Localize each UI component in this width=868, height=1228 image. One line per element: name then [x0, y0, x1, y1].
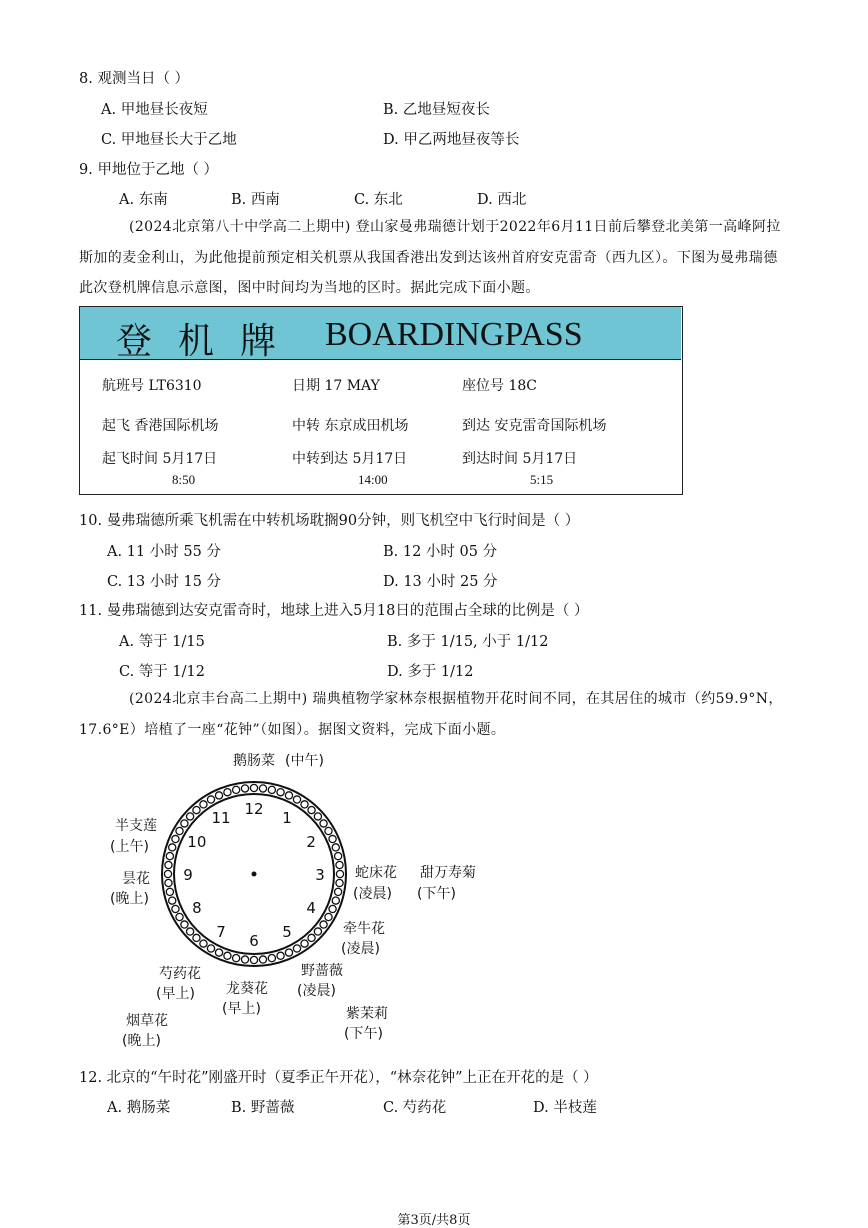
flower-label-name: 芍药花: [159, 966, 201, 982]
flower-label-name: 鹅肠菜: [233, 753, 275, 769]
depart-time-label: 起飞时间 5月17日: [102, 451, 218, 467]
clock-bead: [329, 835, 336, 842]
clock-bead: [320, 820, 327, 827]
q11-option-c: C. 等于 1/12: [119, 664, 205, 680]
clock-bead: [325, 913, 332, 920]
clock-bead: [215, 792, 222, 799]
clock-bead: [224, 789, 231, 796]
q9-option-b: B. 西南: [231, 192, 280, 208]
q9-option-a: A. 东南: [119, 192, 168, 208]
clock-bead: [166, 888, 173, 895]
clock-bead: [164, 870, 171, 877]
q9-option-d: D. 西北: [477, 192, 527, 208]
clock-bead: [250, 784, 257, 791]
clock-bead: [314, 928, 321, 935]
q9-stem: 9. 甲地位于乙地（ ）: [79, 162, 219, 178]
q12-stem: 12. 北京的“午时花”刚盛开时（夏季正午开花），“林奈花钟”上正在开花的是（ ）: [79, 1070, 598, 1086]
clock-bead: [215, 949, 222, 956]
depart-time: 8:50: [172, 472, 196, 487]
flower-label-time: (下午): [417, 886, 456, 902]
boarding-pass-title-en: BOARDINGPASS: [325, 316, 583, 353]
boarding-pass-header: [80, 307, 681, 360]
clock-number: 5: [282, 923, 292, 942]
clock-bead: [336, 879, 343, 886]
q10-option-d: D. 13 小时 25 分: [383, 574, 498, 590]
clock-bead: [277, 789, 284, 796]
clock-bead: [259, 956, 266, 963]
flight-number: 航班号 LT6310: [102, 378, 202, 394]
q9-option-c: C. 东北: [354, 192, 403, 208]
clock-bead: [241, 956, 248, 963]
clock-bead: [250, 956, 257, 963]
clock-number: 3: [315, 866, 325, 884]
flower-clock-figure: [100, 745, 500, 1055]
flower-label-name: 牵牛花: [343, 921, 385, 937]
clock-bead: [181, 820, 188, 827]
clock-bead: [172, 905, 179, 912]
clock-bead: [169, 844, 176, 851]
clock-bead: [207, 796, 214, 803]
flower-label-name: 蛇床花: [355, 865, 397, 881]
q10-option-c: C. 13 小时 15 分: [107, 574, 222, 590]
clock-bead: [193, 806, 200, 813]
arrive-time-label: 到达时间 5月17日: [462, 451, 578, 467]
clock-bead: [207, 945, 214, 952]
clock-center-dot: [252, 872, 257, 877]
q8-option-b: B. 乙地昼短夜长: [383, 102, 490, 118]
boarding-pass-title-cn: 登机牌: [116, 321, 303, 362]
flower-label-time: (晚上): [122, 1033, 161, 1049]
clock-bead: [200, 801, 207, 808]
q12-option-a: A. 鹅肠菜: [107, 1100, 171, 1116]
transfer-time: 14:00: [358, 472, 388, 487]
clock-number: 1: [282, 808, 292, 827]
clock-bead: [165, 879, 172, 886]
q10-option-a: A. 11 小时 55 分: [107, 544, 221, 560]
clock-bead: [335, 888, 342, 895]
passage-boarding: (2024北京第八十中学高二上期中) 登山家曼弗瑞德计划于2022年6月11日前后攀登北美第一高峰阿拉斯加的麦金利山，为此他提前预定相关机票从我国香港出发到达该州首府安克雷奇（西九区）。下图为曼弗瑞德此次登机牌信息示意图，图中时间均为当地的区时。据此完成下面小题。: [79, 219, 781, 296]
q11-option-b: B. 多于 1/15, 小于 1/12: [387, 634, 549, 650]
depart-airport: 起飞 香港国际机场: [102, 418, 219, 434]
clock-bead: [181, 921, 188, 928]
arrive-airport: 到达 安克雷奇国际机场: [462, 418, 607, 434]
clock-bead: [332, 897, 339, 904]
q12-option-b: B. 野蔷薇: [231, 1100, 295, 1116]
clock-bead: [285, 949, 292, 956]
clock-bead: [166, 853, 173, 860]
clock-bead: [293, 796, 300, 803]
clock-number: 9: [183, 866, 193, 884]
clock-number: 7: [216, 923, 226, 942]
clock-bead: [172, 835, 179, 842]
q11-option-a: A. 等于 1/15: [119, 634, 205, 650]
clock-bead: [224, 952, 231, 959]
flower-label-name: 甜万寿菊: [420, 865, 476, 881]
page-footer: 第3页/共8页: [397, 1213, 471, 1228]
clock-number: 8: [192, 899, 202, 917]
clock-bead: [176, 913, 183, 920]
flower-label-name: 野蔷薇: [301, 963, 343, 979]
arrive-time: 5:15: [530, 472, 554, 487]
flower-label-time: (凌晨): [341, 941, 380, 957]
clock-bead: [169, 897, 176, 904]
clock-bead: [176, 827, 183, 834]
q8-option-d: D. 甲乙两地昼夜等长: [383, 132, 520, 148]
flower-label-time: (早上): [156, 986, 195, 1002]
clock-bead: [193, 934, 200, 941]
clock-bead: [233, 955, 240, 962]
passage-flower-clock: (2024北京丰台高二上期中) 瑞典植物学家林奈根据植物开花时间不同，在其居住的城市（约59.9°N，17.6°E）培植了一座“花钟”（如图）。据图文资料，完成下面小题。: [79, 691, 783, 738]
flower-label-time: (晚上): [110, 891, 149, 907]
clock-bead: [241, 785, 248, 792]
q8-option-c: C. 甲地昼长大于乙地: [101, 132, 237, 148]
clock-bead: [332, 844, 339, 851]
flower-label-name: 昙花: [122, 871, 150, 887]
clock-bead: [186, 813, 193, 820]
clock-bead: [277, 952, 284, 959]
clock-number: 10: [187, 833, 207, 851]
boarding-pass-figure: [79, 306, 683, 495]
clock-bead: [308, 934, 315, 941]
clock-number: 2: [306, 833, 316, 851]
q8-stem: 8. 观测当日（ ）: [79, 71, 190, 87]
clock-bead: [200, 940, 207, 947]
clock-bead: [293, 945, 300, 952]
clock-bead: [308, 806, 315, 813]
q12-option-c: C. 芍药花: [383, 1100, 447, 1116]
clock-bead: [285, 792, 292, 799]
clock-bead: [186, 928, 193, 935]
seat-number: 座位号 18C: [462, 378, 537, 394]
q11-stem: 11. 曼弗瑞德到达安克雷奇时，地球上进入5月18日的范围占全球的比例是（ ）: [79, 603, 589, 619]
clock-bead: [268, 955, 275, 962]
flower-label-name: 半支莲: [115, 818, 157, 834]
flower-label-name: 烟草花: [126, 1013, 168, 1029]
clock-bead: [233, 786, 240, 793]
clock-bead: [301, 801, 308, 808]
clock-bead: [329, 905, 336, 912]
clock-bead: [165, 861, 172, 868]
q10-option-b: B. 12 小时 05 分: [383, 544, 498, 560]
q12-option-d: D. 半枝莲: [533, 1100, 597, 1116]
clock-bead: [268, 786, 275, 793]
clock-bead: [336, 861, 343, 868]
clock-bead: [320, 921, 327, 928]
q8-option-a: A. 甲地昼长夜短: [101, 102, 208, 118]
transfer-time-label: 中转到达 5月17日: [292, 451, 408, 467]
clock-bead: [336, 870, 343, 877]
flower-label-time: (中午): [285, 753, 324, 769]
flower-label-time: (早上): [222, 1001, 261, 1017]
clock-bead: [301, 940, 308, 947]
flower-label-time: (下午): [344, 1026, 383, 1042]
flower-label-time: (凌晨): [353, 886, 392, 902]
flower-label-time: (上午): [110, 839, 149, 855]
q10-stem: 10. 曼弗瑞德所乘飞机需在中转机场耽搁90分钟，则飞机空中飞行时间是（ ）: [79, 513, 580, 529]
flight-date: 日期 17 MAY: [292, 378, 380, 394]
flower-label-name: 龙葵花: [226, 981, 268, 997]
q11-option-d: D. 多于 1/12: [387, 664, 474, 680]
flower-label-time: (凌晨): [297, 983, 336, 999]
clock-number: 6: [249, 932, 259, 950]
flower-clock-dial: [162, 782, 346, 966]
clock-bead: [325, 827, 332, 834]
transfer-airport: 中转 东京成田机场: [292, 418, 409, 434]
clock-bead: [335, 853, 342, 860]
flower-label-name: 紫茉莉: [346, 1006, 388, 1022]
clock-number: 12: [244, 800, 264, 818]
clock-number: 4: [306, 899, 316, 917]
clock-bead: [314, 813, 321, 820]
clock-number: 11: [211, 808, 231, 827]
clock-bead: [259, 785, 266, 792]
